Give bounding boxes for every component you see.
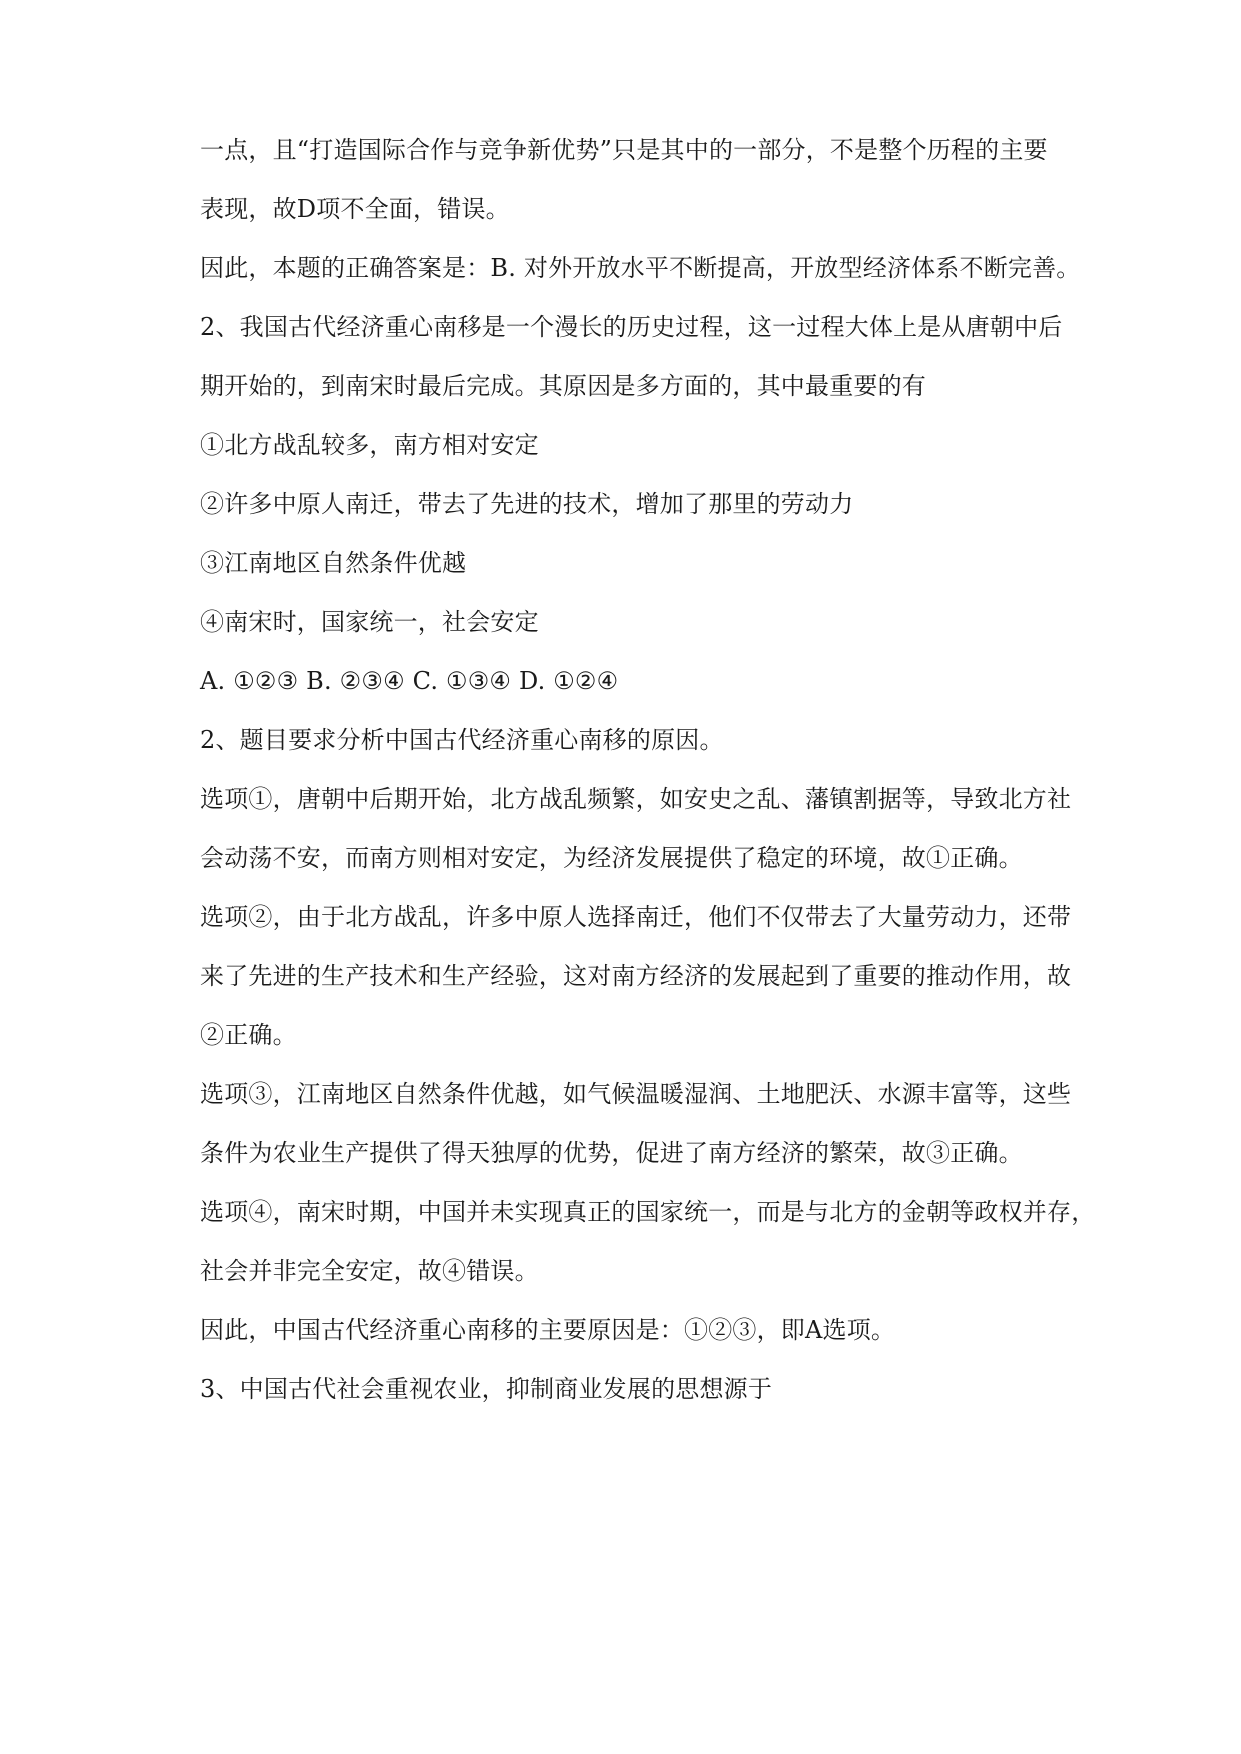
text-line: 一点，且“打造国际合作与竞争新优势”只是其中的一部分，不是整个历程的主要 [200, 136, 1048, 164]
text-line: 2、我国古代经济重心南移是一个漫长的历史过程，这一过程大体上是从唐朝中后 [200, 313, 1063, 341]
text-line: 条件为农业生产提供了得天独厚的优势，促进了南方经济的繁荣，故③正确。 [200, 1139, 1023, 1167]
text-line: 选项④，南宋时期，中国并未实现真正的国家统一，而是与北方的金朝等政权并存， [200, 1198, 1096, 1226]
text-line: ③江南地区自然条件优越 [200, 549, 467, 577]
text-line: ②许多中原人南迁，带去了先进的技术，增加了那里的劳动力 [200, 490, 854, 518]
text-line: 因此，中国古代经济重心南移的主要原因是：①②③，即A选项。 [200, 1316, 896, 1344]
text-line: 期开始的，到南宋时最后完成。其原因是多方面的，其中最重要的有 [200, 372, 926, 400]
text-line: 表现，故D项不全面，错误。 [200, 195, 510, 223]
text-line: ②正确。 [200, 1021, 297, 1049]
text-line: A. ①②③ B. ②③④ C. ①③④ D. ①②④ [200, 667, 619, 695]
text-line: 选项②，由于北方战乱，许多中原人选择南迁，他们不仅带去了大量劳动力，还带 [200, 903, 1072, 931]
text-line: 2、题目要求分析中国古代经济重心南移的原因。 [200, 726, 724, 754]
text-line: 会动荡不安，而南方则相对安定，为经济发展提供了稳定的环境，故①正确。 [200, 844, 1023, 872]
text-line: 3、中国古代社会重视农业，抑制商业发展的思想源于 [200, 1375, 773, 1403]
text-line: 社会并非完全安定，故④错误。 [200, 1257, 539, 1285]
text-line: 因此，本题的正确答案是：B. 对外开放水平不断提高，开放型经济体系不断完善。 [200, 254, 1081, 282]
text-line: ①北方战乱较多，南方相对安定 [200, 431, 539, 459]
text-line: 选项③，江南地区自然条件优越，如气候温暖湿润、土地肥沃、水源丰富等，这些 [200, 1080, 1072, 1108]
text-line: 选项①，唐朝中后期开始，北方战乱频繁，如安史之乱、藩镇割据等，导致北方社 [200, 785, 1072, 813]
text-line: 来了先进的生产技术和生产经验，这对南方经济的发展起到了重要的推动作用，故 [200, 962, 1072, 990]
text-line: ④南宋时，国家统一，社会安定 [200, 608, 539, 636]
